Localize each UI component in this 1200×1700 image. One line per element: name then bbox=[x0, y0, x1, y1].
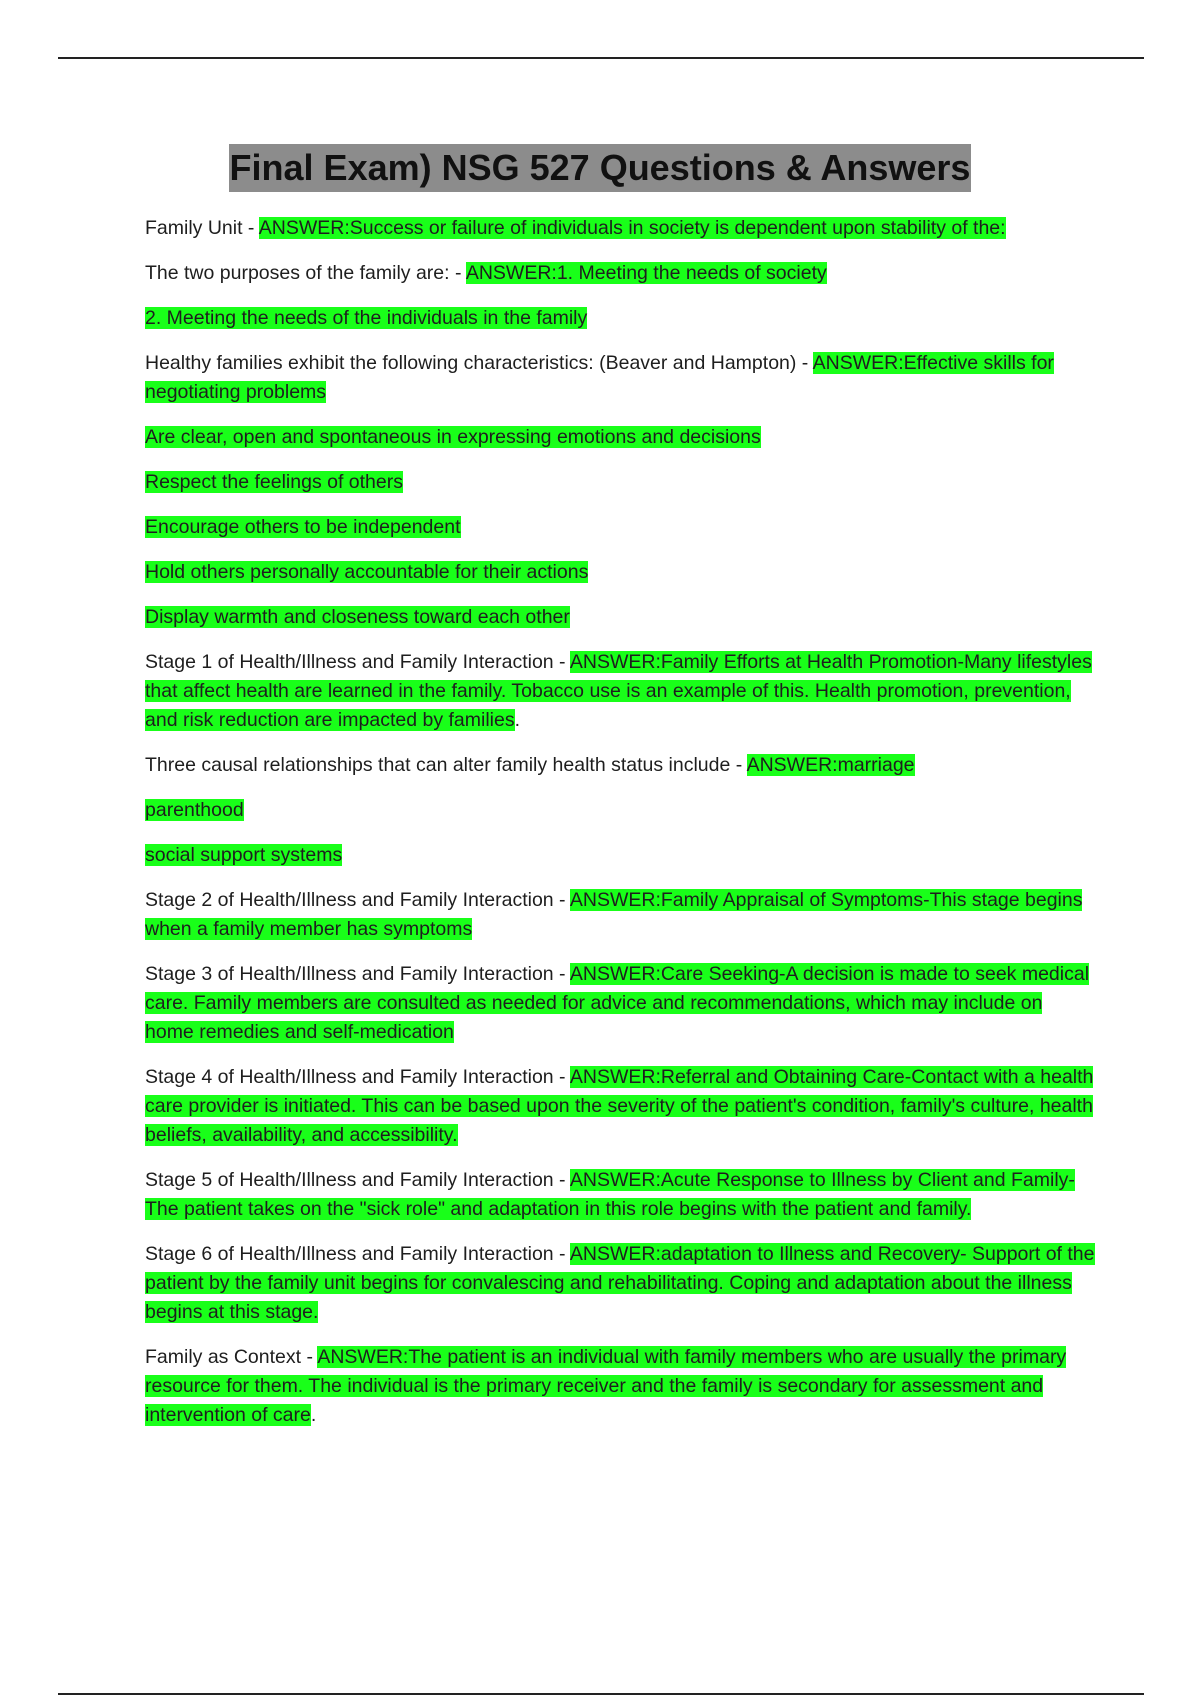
answer-highlight: Respect the feelings of others bbox=[145, 471, 403, 493]
qa-item bbox=[145, 558, 1095, 587]
answer-highlight: ANSWER:Care Seeking-A decision is made to seek medical care. Family members are consulted as needed for advice and recommendations, which may include on home remedies and self-medication bbox=[145, 963, 1090, 1043]
qa-item bbox=[145, 1166, 1095, 1224]
question-text: Stage 2 of Health/Illness and Family Interaction - bbox=[145, 889, 570, 911]
question-text: Family as Context - bbox=[145, 1346, 318, 1368]
qa-item bbox=[145, 1240, 1095, 1327]
question-text: The two purposes of the family are: - bbox=[145, 262, 466, 284]
qa-item bbox=[145, 1343, 1095, 1430]
footer-rule bbox=[58, 1693, 1144, 1695]
answer-highlight: parenthood bbox=[145, 799, 244, 821]
question-text: Stage 5 of Health/Illness and Family Interaction - bbox=[145, 1169, 570, 1191]
answer-highlight: ANSWER:Acute Response to Illness by Client and Family-The patient takes on the "sick role" and adaptation in this role begins with the patient and family. bbox=[145, 1169, 1075, 1220]
question-text: Stage 6 of Health/Illness and Family Interaction - bbox=[145, 1243, 570, 1265]
qa-item bbox=[145, 751, 1095, 780]
qa-item bbox=[145, 841, 1095, 870]
qa-item bbox=[145, 214, 1095, 243]
qa-item bbox=[145, 513, 1095, 542]
question-text: Stage 3 of Health/Illness and Family Interaction - bbox=[145, 963, 570, 985]
qa-item bbox=[145, 304, 1095, 333]
answer-highlight: Encourage others to be independent bbox=[145, 516, 461, 538]
qa-item bbox=[145, 796, 1095, 825]
qa-list bbox=[145, 214, 1095, 1446]
answer-highlight: ANSWER:1. Meeting the needs of society bbox=[465, 262, 827, 284]
answer-highlight: ANSWER:Referral and Obtaining Care-Contact with a health care provider is initiated. This can be based upon the severity of the patient's condition, family's culture, health beliefs, availability, and accessibility. bbox=[145, 1066, 1094, 1146]
question-text: Stage 4 of Health/Illness and Family Interaction - bbox=[145, 1066, 570, 1088]
answer-highlight: 2. Meeting the needs of the individuals in the family bbox=[145, 307, 588, 329]
header-rule bbox=[58, 57, 1144, 59]
document-title: Final Exam) NSG 527 Questions & Answers bbox=[229, 144, 972, 192]
qa-item bbox=[145, 648, 1095, 735]
qa-item bbox=[145, 259, 1095, 288]
answer-highlight: ANSWER:Success or failure of individuals in society is dependent upon stability of the: bbox=[258, 217, 1006, 239]
answer-highlight: Are clear, open and spontaneous in expressing emotions and decisions bbox=[145, 426, 761, 448]
answer-highlight: ANSWER:Family Appraisal of Symptoms-This stage begins when a family member has symptoms bbox=[145, 889, 1083, 940]
trailing-punctuation: . bbox=[514, 709, 521, 731]
question-text: Three causal relationships that can alter family health status include - bbox=[145, 754, 747, 776]
qa-item bbox=[145, 886, 1095, 944]
question-text: Family Unit - bbox=[145, 217, 259, 239]
qa-item bbox=[145, 468, 1095, 497]
answer-highlight: ANSWER:The patient is an individual with family members who are usually the primary resource for them. The individual is the primary receiver and the family is secondary for assessment and intervention of care bbox=[145, 1346, 1067, 1426]
qa-item bbox=[145, 1063, 1095, 1150]
question-text: Healthy families exhibit the following characteristics: (Beaver and Hampton) - bbox=[145, 352, 813, 374]
qa-item bbox=[145, 423, 1095, 452]
trailing-punctuation: . bbox=[310, 1404, 317, 1426]
answer-highlight: ANSWER:marriage bbox=[746, 754, 915, 776]
title-block bbox=[0, 144, 1200, 192]
answer-highlight: Display warmth and closeness toward each other bbox=[145, 606, 570, 628]
answer-highlight: ANSWER:Family Efforts at Health Promotion-Many lifestyles that affect health are learned in the family. Tobacco use is an example of this. Health promotion, prevention, and risk reduction are impacted by families bbox=[145, 651, 1092, 731]
answer-highlight: ANSWER:adaptation to Illness and Recovery- Support of the patient by the family unit begins for convalescing and rehabilitating. Coping and adaptation about the illness begins at this stage. bbox=[145, 1243, 1095, 1323]
qa-item bbox=[145, 349, 1095, 407]
answer-highlight: Hold others personally accountable for their actions bbox=[145, 561, 589, 583]
question-text: Stage 1 of Health/Illness and Family Interaction - bbox=[145, 651, 570, 673]
answer-highlight: social support systems bbox=[145, 844, 343, 866]
qa-item bbox=[145, 960, 1095, 1047]
qa-item bbox=[145, 603, 1095, 632]
answer-highlight: ANSWER:Effective skills for negotiating problems bbox=[145, 352, 1054, 403]
